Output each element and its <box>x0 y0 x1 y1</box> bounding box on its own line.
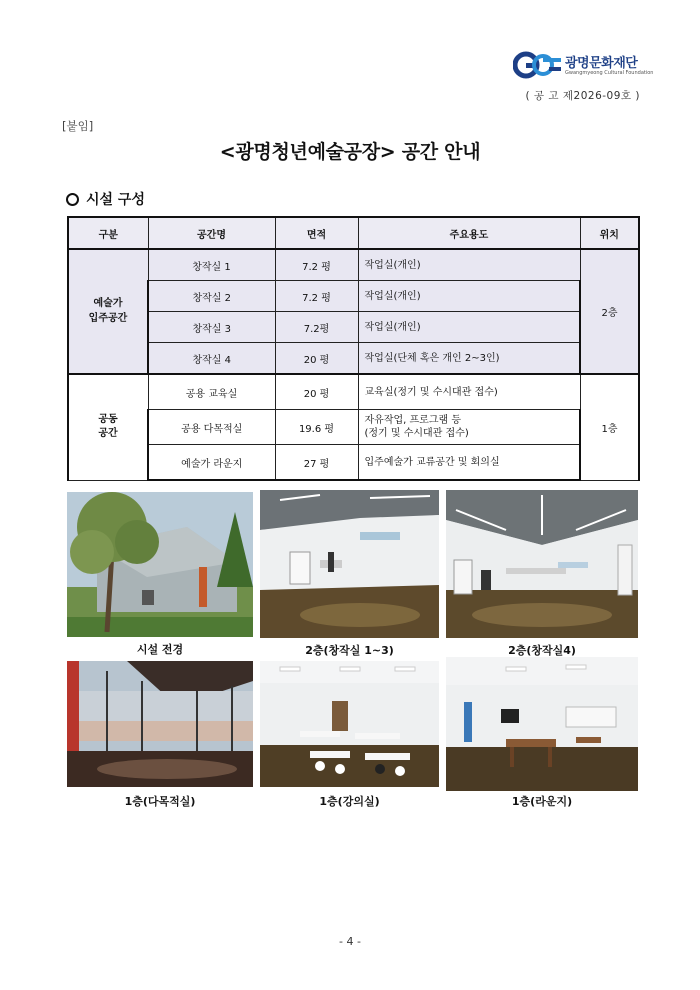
photo-caption: 1층(라운지) <box>511 795 573 808</box>
logo-subtext: Gwangmyeong Cultural Foundation <box>565 70 654 76</box>
use-cell: 작업실(개인) <box>358 312 580 343</box>
use-cell: 작업실(개인) <box>358 281 580 312</box>
area-cell: 20 평 <box>275 374 358 410</box>
space-name-cell: 공용 교육실 <box>148 374 275 410</box>
header-main-use: 주요용도 <box>358 217 580 249</box>
table-row <box>68 343 639 375</box>
category-cell <box>68 374 148 480</box>
category-common-space: 공동 공간 <box>98 413 118 440</box>
page-number: - 4 - <box>339 935 361 948</box>
photo-caption: 시설 전경 <box>136 643 184 656</box>
use-cell: 작업실(개인) <box>358 249 580 281</box>
header-area: 면적 <box>275 217 358 249</box>
table-row <box>68 374 639 410</box>
location-cell: 2층 <box>580 249 639 374</box>
area-cell: 19.6 평 <box>275 410 358 445</box>
photo-multipurpose-room <box>67 661 253 787</box>
foundation-logo <box>513 50 654 82</box>
photo-caption: 1층(강의실) <box>319 795 380 808</box>
photo-caption: 2층(창작실4) <box>508 644 576 657</box>
photo-caption: 2층(창작실 1~3) <box>305 644 394 657</box>
logo-mark-icon <box>513 50 563 80</box>
use-cell: 교육실(정기 및 수시대관 접수) <box>358 374 580 410</box>
area-cell: 7.2 평 <box>275 249 358 281</box>
use-cell: 입주예술가 교류공간 및 회의실 <box>358 445 580 481</box>
space-name-cell: 창작실 2 <box>148 281 275 312</box>
facility-table <box>67 216 640 481</box>
header-category: 구분 <box>68 217 148 249</box>
table-row <box>68 312 639 343</box>
table-row <box>68 249 639 281</box>
area-cell: 7.2평 <box>275 312 358 343</box>
page-title: <광명청년예술공장> 공간 안내 <box>219 141 481 163</box>
notice-number: ( 공 고 제2026-09호 ) <box>525 90 640 102</box>
use-cell: 작업실(단체 혹은 개인 2~3인) <box>358 343 580 375</box>
area-cell: 27 평 <box>275 445 358 481</box>
photo-lecture-room <box>260 661 439 787</box>
photo-lounge <box>446 657 638 791</box>
table-row <box>68 445 639 481</box>
header-location: 위치 <box>580 217 639 249</box>
circle-bullet-icon <box>66 193 79 206</box>
space-name-cell: 예술가 라운지 <box>148 445 275 481</box>
photo-studios-1-3 <box>260 490 439 638</box>
area-cell: 20 평 <box>275 343 358 375</box>
section-title: 시설 구성 <box>86 192 145 208</box>
header-space-name: 공간명 <box>148 217 275 249</box>
table-row <box>68 410 639 445</box>
table-header-row <box>68 217 639 249</box>
space-name-cell: 창작실 4 <box>148 343 275 375</box>
photo-studio-4 <box>446 490 638 638</box>
space-name-cell: 창작실 1 <box>148 249 275 281</box>
space-name-cell: 창작실 3 <box>148 312 275 343</box>
photo-caption: 1층(다목적실) <box>124 795 196 808</box>
section-heading <box>66 189 145 209</box>
space-name-cell: 공용 다목적실 <box>148 410 275 445</box>
area-cell: 7.2 평 <box>275 281 358 312</box>
table-row <box>68 281 639 312</box>
use-cell <box>358 410 580 445</box>
category-artist-residency: 예술가 입주공간 <box>88 298 128 324</box>
use-text: 자유작업, 프로그램 등 (정기 및 수시대관 접수) <box>364 415 469 439</box>
location-cell: 1층 <box>580 374 639 480</box>
logo-text: 광명문화재단 <box>565 56 638 71</box>
photo-exterior <box>67 492 253 637</box>
attachment-label: [붙임] <box>62 119 94 133</box>
category-cell <box>68 249 148 374</box>
